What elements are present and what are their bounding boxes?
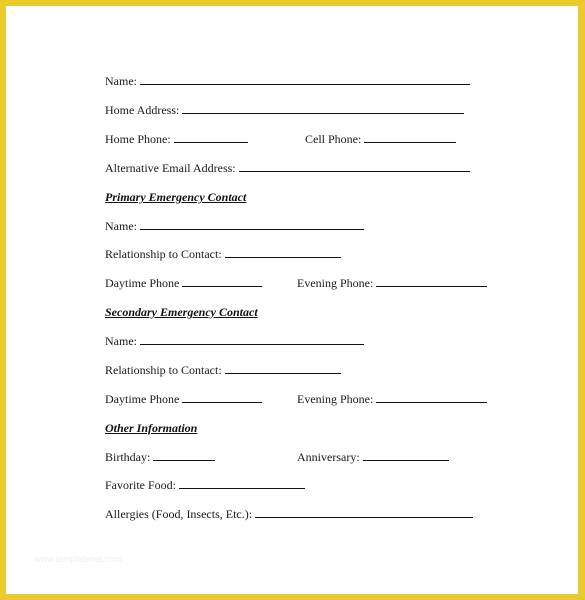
primary-evening-row [297,276,487,290]
birthday-row [105,450,215,464]
secondary-contact-heading: Secondary Emergency Contact [105,305,258,319]
allergies-field[interactable] [255,507,473,518]
secondary-name-field[interactable] [140,334,364,345]
secondary-name-row [105,334,364,348]
anniversary-field[interactable] [363,450,449,461]
alt-email-field[interactable] [239,161,470,172]
secondary-daytime-row [105,392,262,406]
name-row [105,74,470,88]
secondary-evening-row [297,392,487,406]
favorite-food-label: Favorite Food: [105,478,176,492]
allergies-row [105,507,473,521]
form-page [6,6,578,594]
home-phone-label: Home Phone: [105,132,171,146]
anniversary-row [297,450,449,464]
primary-relationship-label: Relationship to Contact: [105,247,222,261]
secondary-evening-label: Evening Phone: [297,392,374,406]
alt-email-row [105,161,470,175]
secondary-relationship-field[interactable] [225,363,341,374]
alt-email-label: Alternative Email Address: [105,161,236,175]
home-address-label: Home Address: [105,103,180,117]
name-field[interactable] [140,74,470,85]
primary-evening-field[interactable] [376,276,487,287]
cell-phone-row [305,132,456,146]
primary-name-label: Name: [105,219,137,233]
allergies-label: Allergies (Food, Insects, Etc.): [105,507,253,521]
primary-name-field[interactable] [140,219,364,230]
home-address-row [105,103,464,117]
home-phone-row [105,132,248,146]
secondary-daytime-label: Daytime Phone [105,392,180,406]
primary-name-row [105,219,364,233]
anniversary-label: Anniversary: [297,450,360,464]
primary-daytime-field[interactable] [182,276,262,287]
favorite-food-field[interactable] [179,478,305,489]
secondary-daytime-field[interactable] [182,392,262,403]
primary-relationship-row [105,247,341,261]
secondary-evening-field[interactable] [376,392,487,403]
secondary-name-label: Name: [105,334,137,348]
primary-evening-label: Evening Phone: [297,276,374,290]
secondary-relationship-label: Relationship to Contact: [105,363,222,377]
primary-daytime-row [105,276,262,290]
home-address-field[interactable] [182,103,464,114]
cell-phone-field[interactable] [364,132,456,143]
other-info-heading: Other Information [105,421,198,435]
cell-phone-label: Cell Phone: [305,132,362,146]
secondary-relationship-row [105,363,341,377]
primary-contact-heading: Primary Emergency Contact [105,190,247,204]
watermark: www.templatenet.com [34,554,123,564]
primary-relationship-field[interactable] [225,247,341,258]
home-phone-field[interactable] [174,132,248,143]
primary-daytime-label: Daytime Phone [105,276,180,290]
birthday-field[interactable] [153,450,215,461]
favorite-food-row [105,478,305,492]
birthday-label: Birthday: [105,450,151,464]
name-label: Name: [105,74,137,88]
